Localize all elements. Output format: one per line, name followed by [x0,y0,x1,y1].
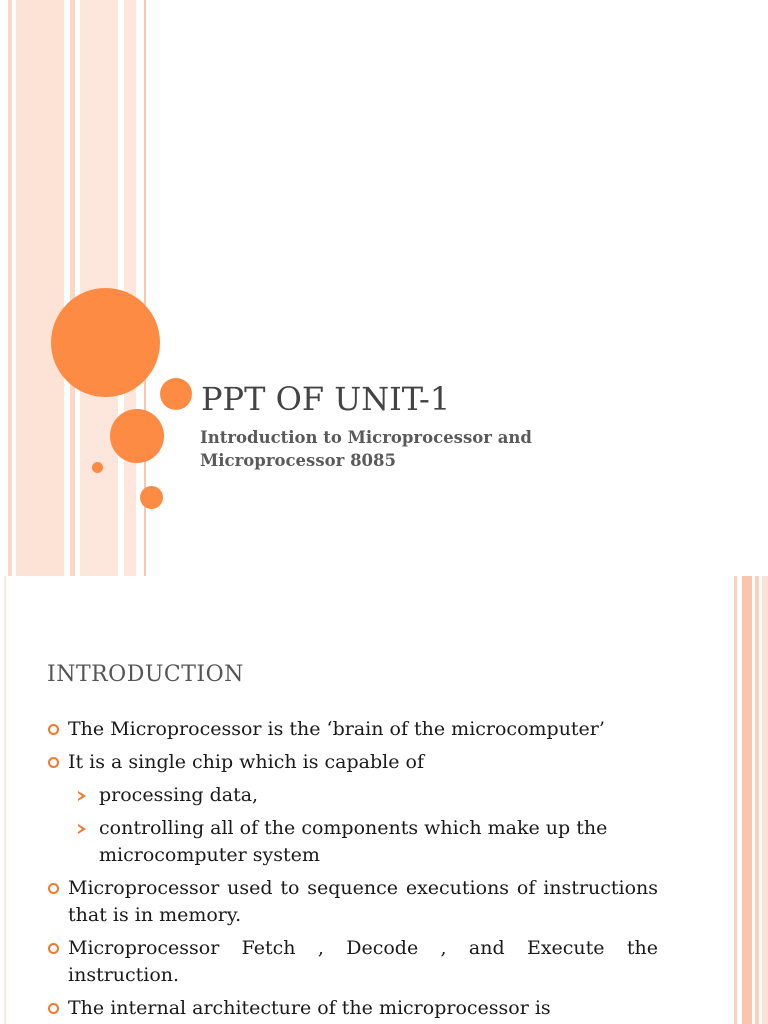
decorative-circle [140,486,163,509]
decorative-circle [160,378,192,410]
sub-list-item-text: processing data, [99,784,259,806]
list-item [46,995,658,1022]
sub-list-item-text: controlling all of the components which make up the microcomputer system [99,817,608,866]
list-item [46,935,658,989]
subtitle-line: Introduction to Microprocessor and [200,428,532,447]
decorative-stripe [124,0,136,576]
list-item-text: The internal architecture of the microprocessor is [68,997,551,1019]
sub-list-item [46,782,658,809]
decorative-circle-medium [110,409,164,463]
decorative-stripe [742,576,752,1024]
list-item [46,716,658,743]
circle-bullet-icon [48,757,59,768]
arrow-bullet-icon [78,824,86,834]
decorative-stripe [16,0,64,576]
decorative-circle-large [51,288,160,397]
circle-bullet-icon [48,1003,59,1014]
list-item-text: Microprocessor Fetch , Decode , and Execute the instruction. [68,937,658,986]
subtitle-line: Microprocessor 8085 [200,451,397,470]
sub-list-item [46,815,658,869]
slide-heading: INTRODUCTION [47,662,244,687]
list-item [46,749,658,776]
decorative-stripe [762,576,768,1024]
list-item-text: It is a single chip which is capable of [68,751,424,773]
decorative-stripe [8,0,12,576]
decorative-stripe [755,576,759,1024]
circle-bullet-icon [48,883,59,894]
decorative-circle-small [92,462,103,473]
bullet-list [46,716,658,1024]
introduction-slide [0,576,768,1024]
circle-bullet-icon [48,724,59,735]
decorative-stripe [4,576,6,1024]
decorative-stripe [70,0,75,576]
list-item-text: The Microprocessor is the ‘brain of the microcomputer’ [68,718,605,740]
list-item-text: Microprocessor used to sequence executions of instructions that is in memory. [68,877,658,926]
slide-title: PPT OF UNIT-1 [201,380,451,418]
arrow-bullet-icon [78,791,86,801]
slide-subtitle [200,426,620,472]
list-item [46,875,658,929]
decorative-stripe [734,576,737,1024]
circle-bullet-icon [48,943,59,954]
